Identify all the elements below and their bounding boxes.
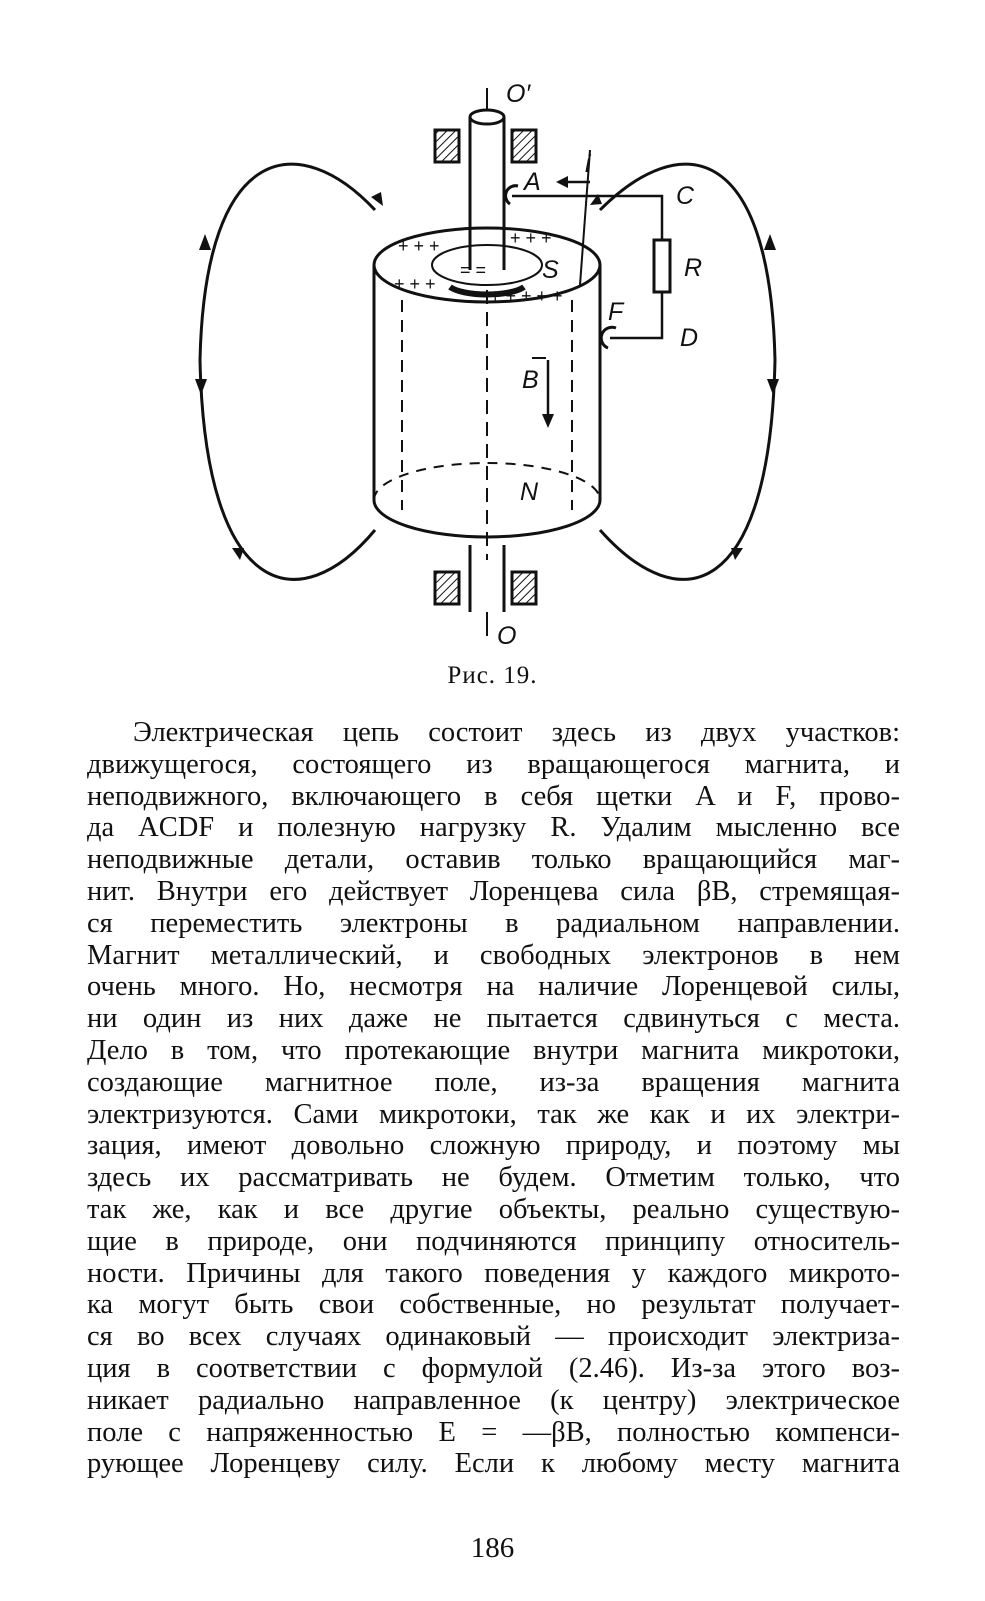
text-line: ности. Причины для такого поведения у каждого микрото- [87,1257,900,1289]
text-line: рующее Лоренцеву силу. Если к любому месту магнита [87,1448,900,1480]
label-R: R [684,254,703,282]
magnet-figure [150,70,850,680]
label-F: F [608,298,624,326]
text-line: ся во всех случаях одинаковый — происходит электриза- [87,1321,900,1353]
circuit-wire [512,196,662,338]
text-line: поле с напряженностью E = —βB, полностью компенси- [87,1416,900,1448]
svg-text:= =: = = [460,260,487,280]
svg-text:+ + +: + + + [510,228,552,248]
text-line: Дело в том, что протекающие внутри магнита микротоки, [87,1034,900,1066]
text-line: Электрическая цепь состоит здесь из двух участков: [133,717,900,748]
text-line: ся переместить электроны в радиальном направлении. [87,907,900,939]
text-line: неподвижного, включающего в себя щетки A и F, прово- [87,780,900,812]
text-line: ция в соответствии с формулой (2.46). Из-за этого воз- [87,1352,900,1384]
label-o-prime: O′ [506,80,531,108]
text-line: ка могут быть свои собственные, но результат получает- [87,1289,900,1321]
text-line: да ACDF и полезную нагрузку R. Удалим мысленно все [87,812,900,844]
label-C: C [676,182,695,210]
label-i: i [585,150,591,178]
resistor-R [654,240,670,292]
text-line: электризуются. Сами микротоки, так же как и их электри- [87,1098,900,1130]
text-line: очень много. Но, несмотря на наличие Лоренцевой силы, [87,971,900,1003]
svg-text:+ + +: + + + [398,236,440,256]
label-S: S [542,256,559,284]
text-line: нит. Внутри его действует Лоренцева сила βB, стремящая- [87,875,900,907]
field-line-left [200,164,375,579]
text-line: так же, как и все другие объекты, реально существую- [87,1193,900,1225]
bearing-bottom-left [435,572,459,604]
label-O: O [497,622,517,650]
figure-caption: Рис. 19. [447,662,538,689]
text-line: ни один из них даже не пытается сдвинуться с места. [87,1003,900,1035]
text-line: движущегося, состоящего из вращающегося магнита, и [87,748,900,780]
label-B: B [522,366,539,394]
page-number: 186 [470,1532,515,1564]
text-line: неподвижные детали, оставив только вращающийся маг- [87,844,900,876]
body-text [87,717,900,1480]
svg-text:+ + + + +: + + + + + [490,286,563,306]
shaft-top [470,110,504,124]
label-D: D [680,324,699,352]
text-line: здесь их рассматривать не будем. Отметим только, что [87,1162,900,1194]
text-line: создающие магнитное поле, из-за вращения магнита [87,1066,900,1098]
text-line: зация, имеют довольно сложную природу, и поэтому мы [87,1130,900,1162]
text-line: Магнит металлический, и свободных электронов в нем [87,939,900,971]
field-line-right [600,164,775,579]
bearing-bottom-right [512,572,536,604]
text-line: щие в природе, они подчиняются принципу относитель- [87,1225,900,1257]
bearing-top-left [435,130,459,162]
label-A: A [524,168,541,196]
svg-text:+ + +: + + + [394,274,436,294]
bearing-top-right [512,130,536,162]
text-line: никает радиально направленное (к центру) электрическое [87,1384,900,1416]
label-N: N [520,478,539,506]
